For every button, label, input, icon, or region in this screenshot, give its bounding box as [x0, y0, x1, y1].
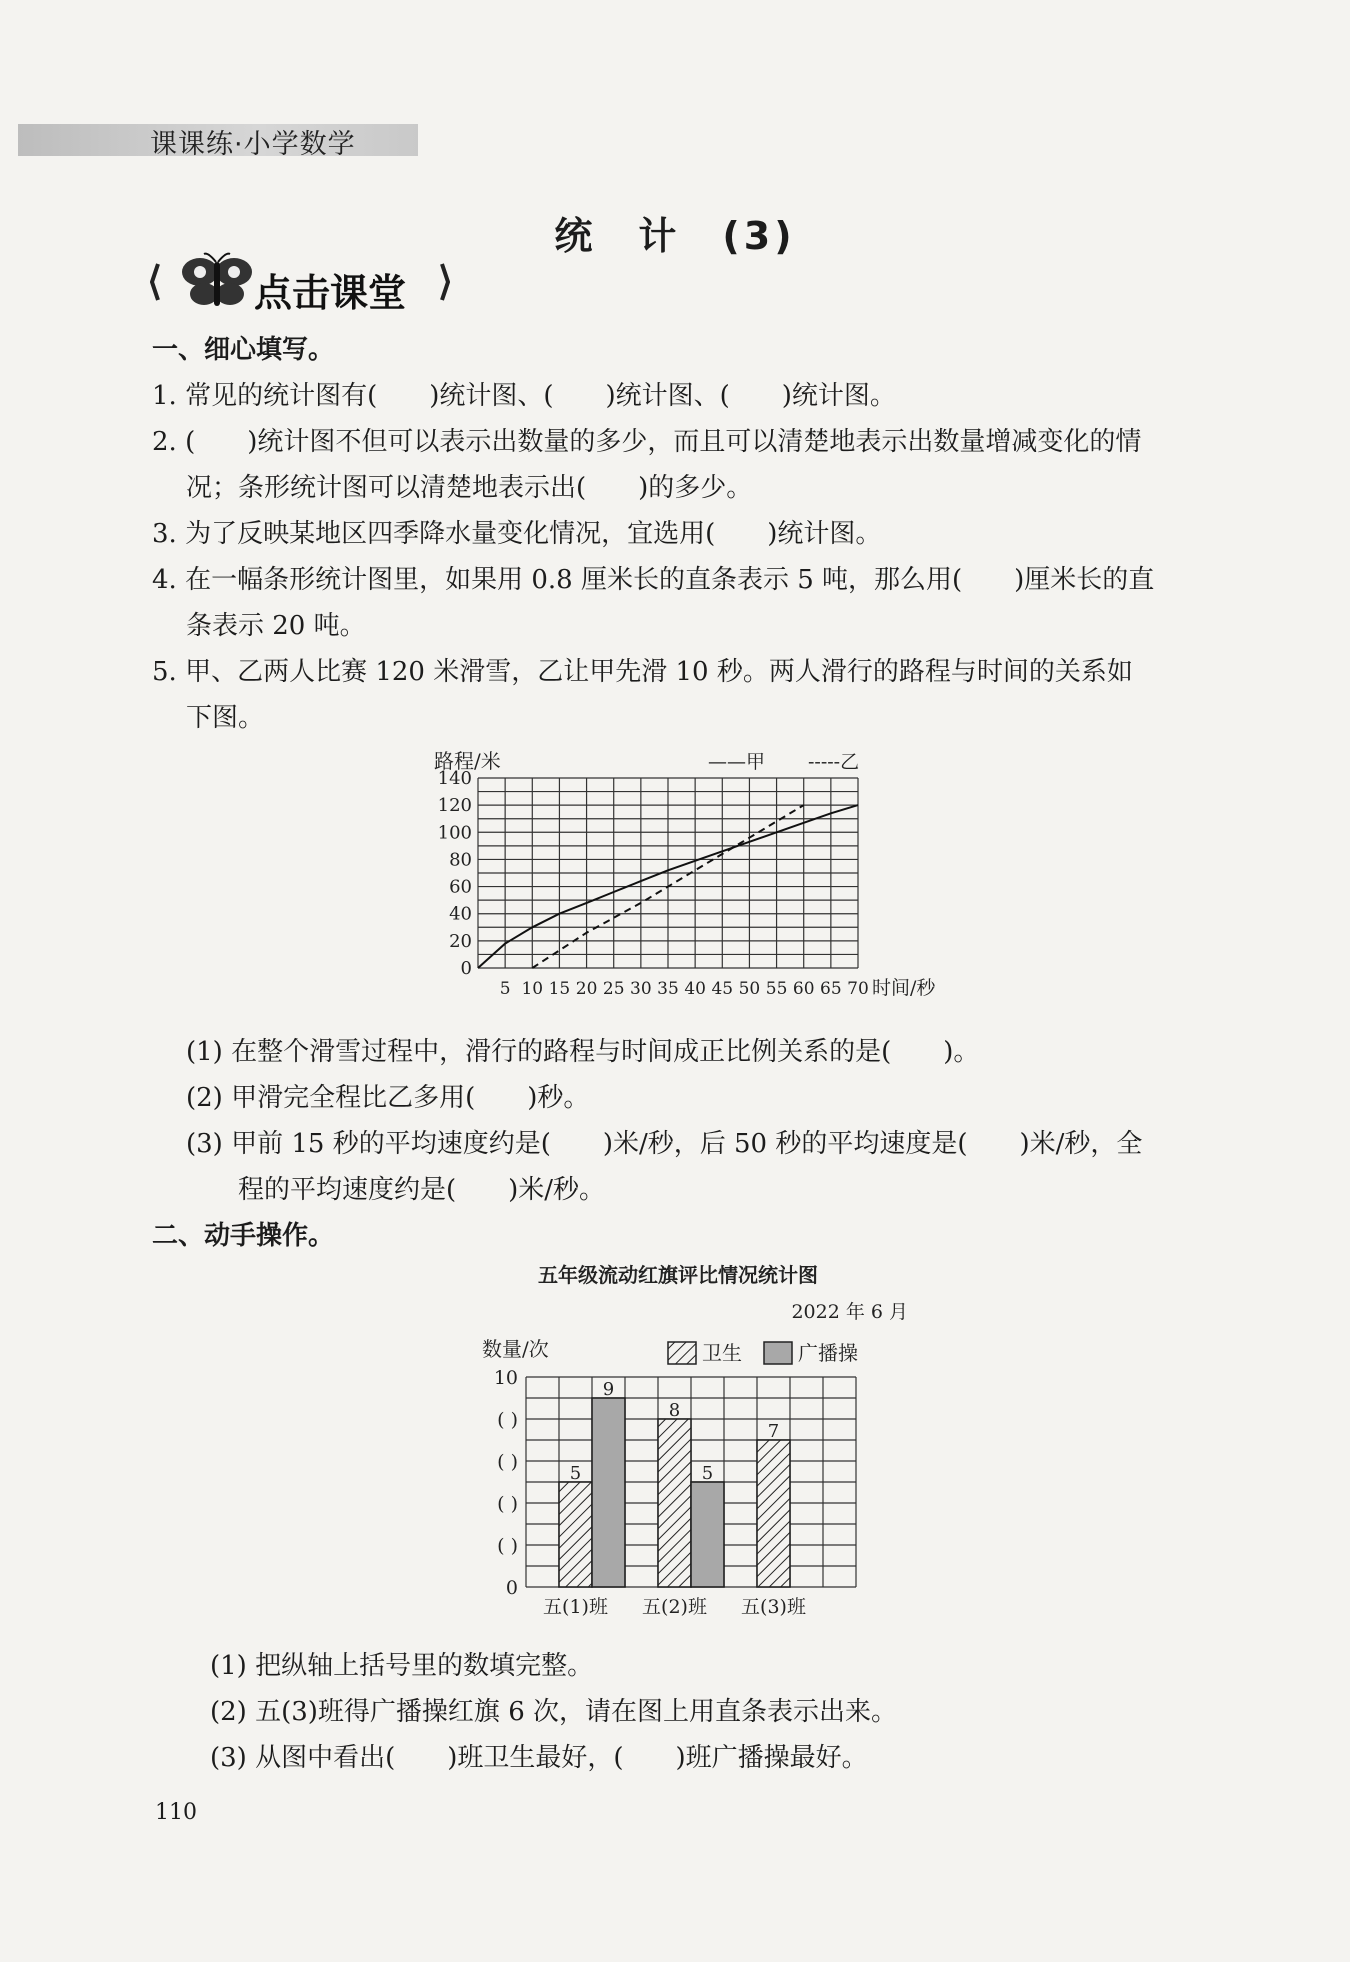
q5-sub-3-cont: 程的平均速度约是( )米/秒。 — [238, 1175, 606, 1205]
chart-title: 五年级流动红旗评比情况统计图 — [538, 1263, 818, 1287]
bar-value-label: 9 — [602, 1379, 615, 1400]
bar-value-label: 7 — [767, 1421, 780, 1442]
q5-sub-1: (1) 在整个滑雪过程中，滑行的路程与时间成正比例关系的是( )。 — [186, 1037, 980, 1067]
page-title: 统 计 (3) — [554, 214, 796, 258]
x-tick-label: 35 — [657, 979, 679, 999]
bar-value-label: 8 — [668, 1400, 681, 1421]
bar-广播操 — [592, 1398, 625, 1587]
x-tick-label: 10 — [521, 979, 544, 999]
s2-sub-1: (1) 把纵轴上括号里的数填完整。 — [210, 1651, 594, 1681]
y-tick-label: 10 — [493, 1367, 518, 1389]
legend-entry: 卫生 — [702, 1341, 742, 1365]
y-tick-label: 20 — [449, 930, 472, 952]
y-axis-label: 数量/次 — [482, 1337, 549, 1361]
bar-卫生 — [757, 1440, 790, 1587]
y-tick-label: 40 — [449, 903, 472, 925]
y-tick-label: ( ) — [497, 1409, 518, 1431]
x-tick-label: 5 — [499, 979, 511, 999]
y-axis-label: 路程/米 — [434, 749, 501, 773]
y-tick-label: 120 — [437, 795, 472, 817]
x-tick-label: 20 — [575, 979, 598, 999]
y-tick-label: 60 — [449, 876, 472, 898]
x-tick-label: 65 — [820, 979, 842, 999]
legend-entry: ——甲 — [708, 751, 766, 773]
x-category-label: 五(1)班 — [543, 1596, 608, 1618]
question-3: 3. 为了反映某地区四季降水量变化情况，宜选用( )统计图。 — [152, 519, 882, 549]
y-tick-label: ( ) — [497, 1535, 518, 1557]
q5-sub-2: (2) 甲滑完全程比乙多用( )秒。 — [186, 1083, 590, 1113]
question-5: 5. 甲、乙两人比赛 120 米滑雪，乙让甲先滑 10 秒。两人滑行的路程与时间的关系如 — [152, 657, 1133, 687]
x-tick-label: 15 — [548, 979, 571, 999]
y-tick-label: 0 — [505, 1577, 518, 1599]
x-tick-label: 40 — [684, 979, 706, 999]
bar-卫生 — [559, 1482, 592, 1587]
question-4-cont: 条表示 20 吨。 — [186, 611, 366, 641]
question-2-cont: 况；条形统计图可以清楚地表示出( )的多少。 — [186, 473, 753, 503]
question-1: 1. 常见的统计图有( )统计图、( )统计图、( )统计图。 — [152, 381, 896, 411]
question-2: 2. ( )统计图不但可以表示出数量的多少，而且可以清楚地表示出数量增减变化的情 — [152, 427, 1142, 457]
section1-heading: 一、细心填写。 — [152, 335, 335, 365]
x-tick-label: 70 — [847, 979, 869, 999]
question-4: 4. 在一幅条形统计图里，如果用 0.8 厘米长的直条表示 5 吨，那么用( )厘米长的直 — [152, 565, 1155, 595]
chart-date: 2022 年 6 月 — [791, 1301, 908, 1323]
x-category-label: 五(3)班 — [741, 1596, 806, 1618]
x-axis-label: 时间/秒 — [872, 977, 936, 999]
y-tick-label: ( ) — [497, 1493, 518, 1515]
line-chart — [420, 738, 980, 1010]
s2-sub-2: (2) 五(3)班得广播操红旗 6 次，请在图上用直条表示出来。 — [210, 1697, 897, 1727]
section2-heading: 二、动手操作。 — [152, 1221, 335, 1251]
page-number: 110 — [155, 1800, 197, 1825]
header-text: 课课练·小学数学 — [150, 129, 356, 160]
butterfly-icon — [182, 254, 252, 306]
y-tick-label: 0 — [460, 958, 472, 979]
bar-chart — [460, 1262, 1060, 1620]
banner-text: 点击课堂 — [254, 271, 407, 315]
x-tick-label: 50 — [738, 979, 761, 999]
y-tick-label: 80 — [449, 849, 472, 871]
x-tick-label: 45 — [711, 979, 734, 999]
question-5-cont: 下图。 — [186, 703, 265, 733]
x-tick-label: 30 — [630, 979, 652, 999]
bar-value-label: 5 — [701, 1463, 714, 1484]
x-category-label: 五(2)班 — [642, 1596, 707, 1618]
x-tick-label: 25 — [602, 979, 625, 999]
bar-广播操 — [691, 1482, 724, 1587]
x-tick-label: 55 — [765, 979, 788, 999]
y-tick-label: 140 — [437, 768, 472, 789]
s2-sub-3: (3) 从图中看出( )班卫生最好，( )班广播操最好。 — [210, 1743, 868, 1773]
legend-swatch-gray — [764, 1342, 792, 1364]
bar-value-label: 5 — [569, 1463, 582, 1484]
legend-swatch-hatch — [668, 1342, 696, 1364]
y-tick-label: 100 — [437, 822, 472, 844]
bar-卫生 — [658, 1419, 691, 1587]
x-tick-label: 60 — [792, 979, 815, 999]
q5-sub-3: (3) 甲前 15 秒的平均速度约是( )米/秒，后 50 秒的平均速度是( )米/秒，全 — [186, 1129, 1143, 1159]
legend-entry: 广播操 — [798, 1341, 858, 1365]
y-tick-label: ( ) — [497, 1451, 518, 1473]
legend-entry: -----乙 — [808, 751, 860, 773]
